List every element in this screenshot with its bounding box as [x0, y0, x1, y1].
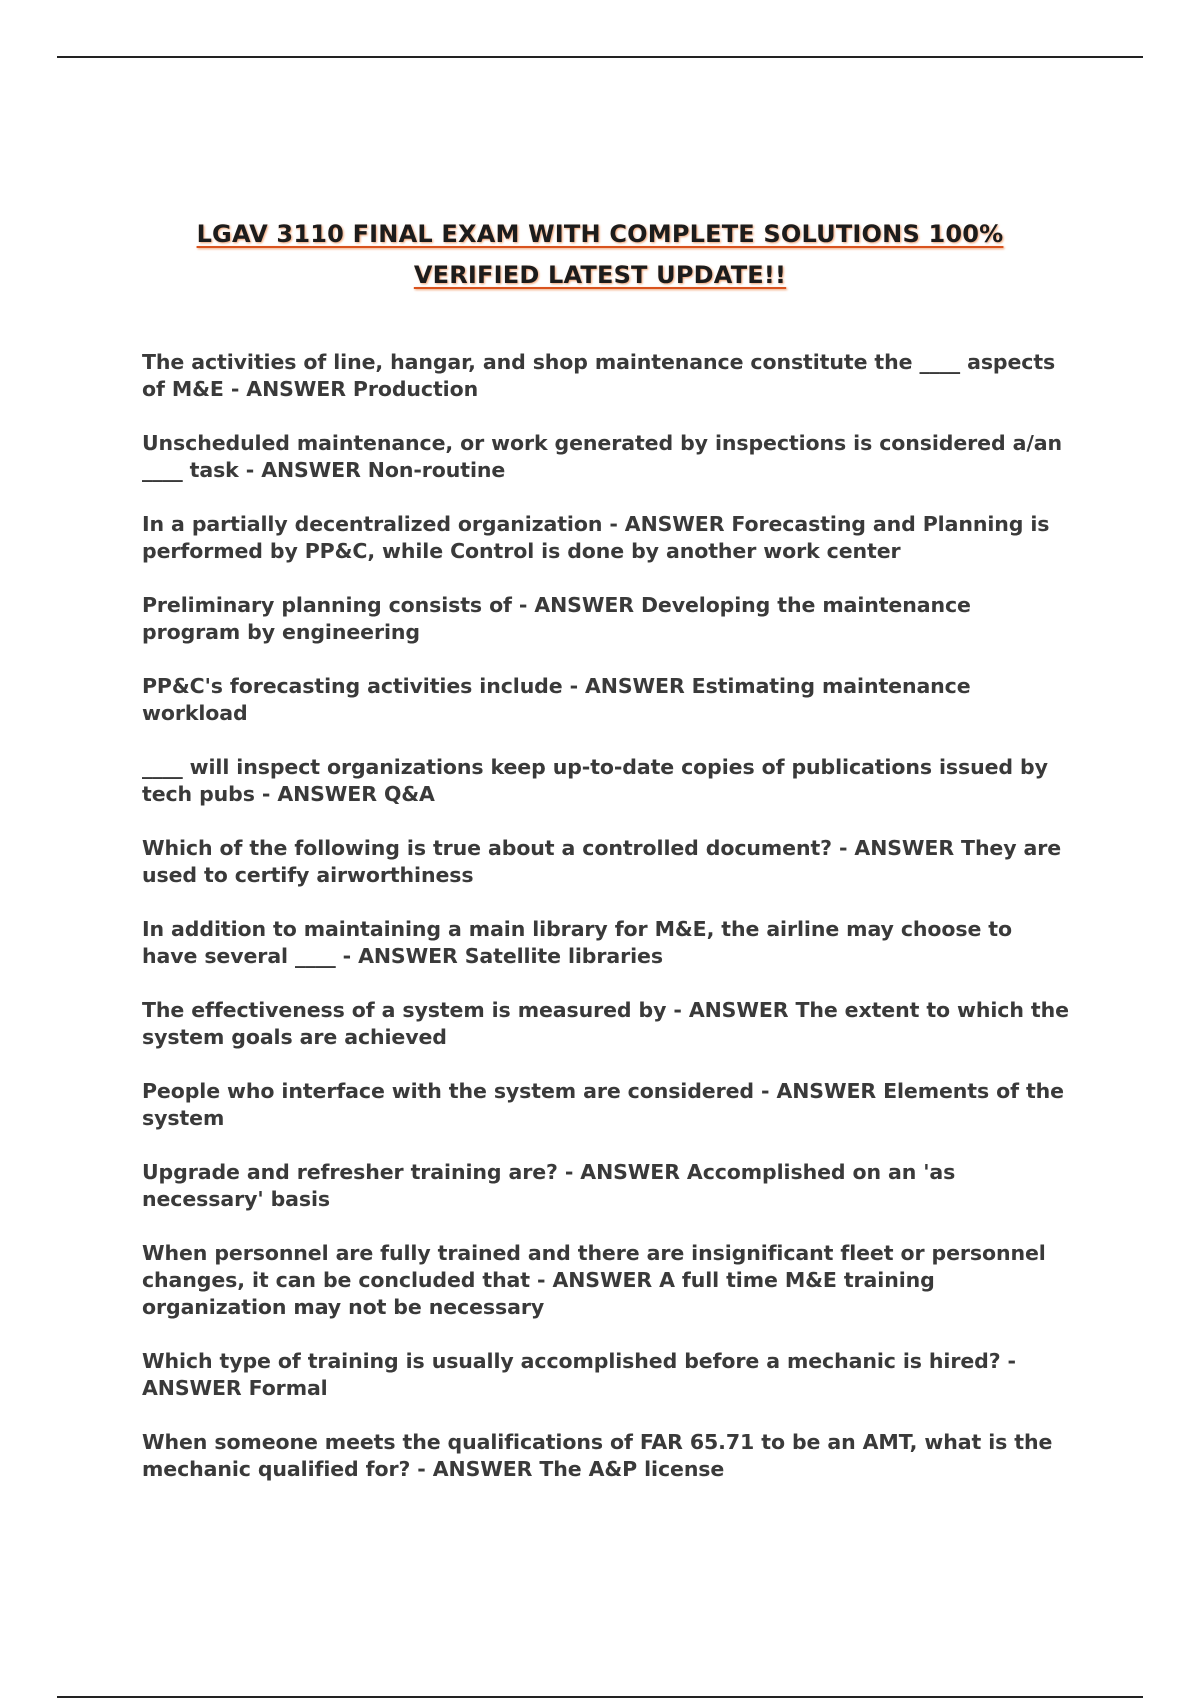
- qa-item: In addition to maintaining a main library for M&E, the airline may choose to have several ____ - ANSWER Satellite libraries: [142, 917, 1012, 968]
- title-line-2: VERIFIED LATEST UPDATE!!: [413, 261, 787, 289]
- qa-item: The activities of line, hangar, and shop maintenance constitute the ____ aspects of M&E - ANSWER Production: [142, 350, 1056, 401]
- qa-item: Unscheduled maintenance, or work generated by inspections is considered a/an ____ task - ANSWER Non-routine: [142, 431, 1062, 482]
- qa-item: People who interface with the system are considered - ANSWER Elements of the system: [142, 1079, 1064, 1130]
- qa-item: Which type of training is usually accomplished before a mechanic is hired? - ANSWER Formal: [142, 1349, 1016, 1400]
- qa-item: ____ will inspect organizations keep up-to-date copies of publications issued by tech pubs - ANSWER Q&A: [142, 755, 1048, 806]
- qa-item: Preliminary planning consists of - ANSWER Developing the maintenance program by engineering: [142, 593, 971, 644]
- qa-item: Which of the following is true about a controlled document? - ANSWER They are used to certify airworthiness: [142, 836, 1062, 887]
- qa-item: PP&C's forecasting activities include - ANSWER Estimating maintenance workload: [142, 674, 971, 725]
- title-line-1: LGAV 3110 FINAL EXAM WITH COMPLETE SOLUTIONS 100%: [196, 220, 1004, 248]
- qa-item: When someone meets the qualifications of FAR 65.71 to be an AMT, what is the mechanic qualified for? - ANSWER The A&P license: [142, 1430, 1053, 1481]
- document-title: [100, 214, 1100, 296]
- qa-item: The effectiveness of a system is measured by - ANSWER The extent to which the system goals are achieved: [142, 998, 1069, 1049]
- bottom-rule: [57, 1696, 1143, 1698]
- qa-list: [142, 349, 1072, 1510]
- qa-item: When personnel are fully trained and there are insignificant fleet or personnel changes, it can be concluded that - ANSWER A full time M&E training organization may not be necessary: [142, 1241, 1046, 1319]
- qa-item: In a partially decentralized organization - ANSWER Forecasting and Planning is performed by PP&C, while Control is done by another work center: [142, 512, 1050, 563]
- top-rule: [57, 56, 1143, 58]
- qa-item: Upgrade and refresher training are? - ANSWER Accomplished on an 'as necessary' basis: [142, 1160, 956, 1211]
